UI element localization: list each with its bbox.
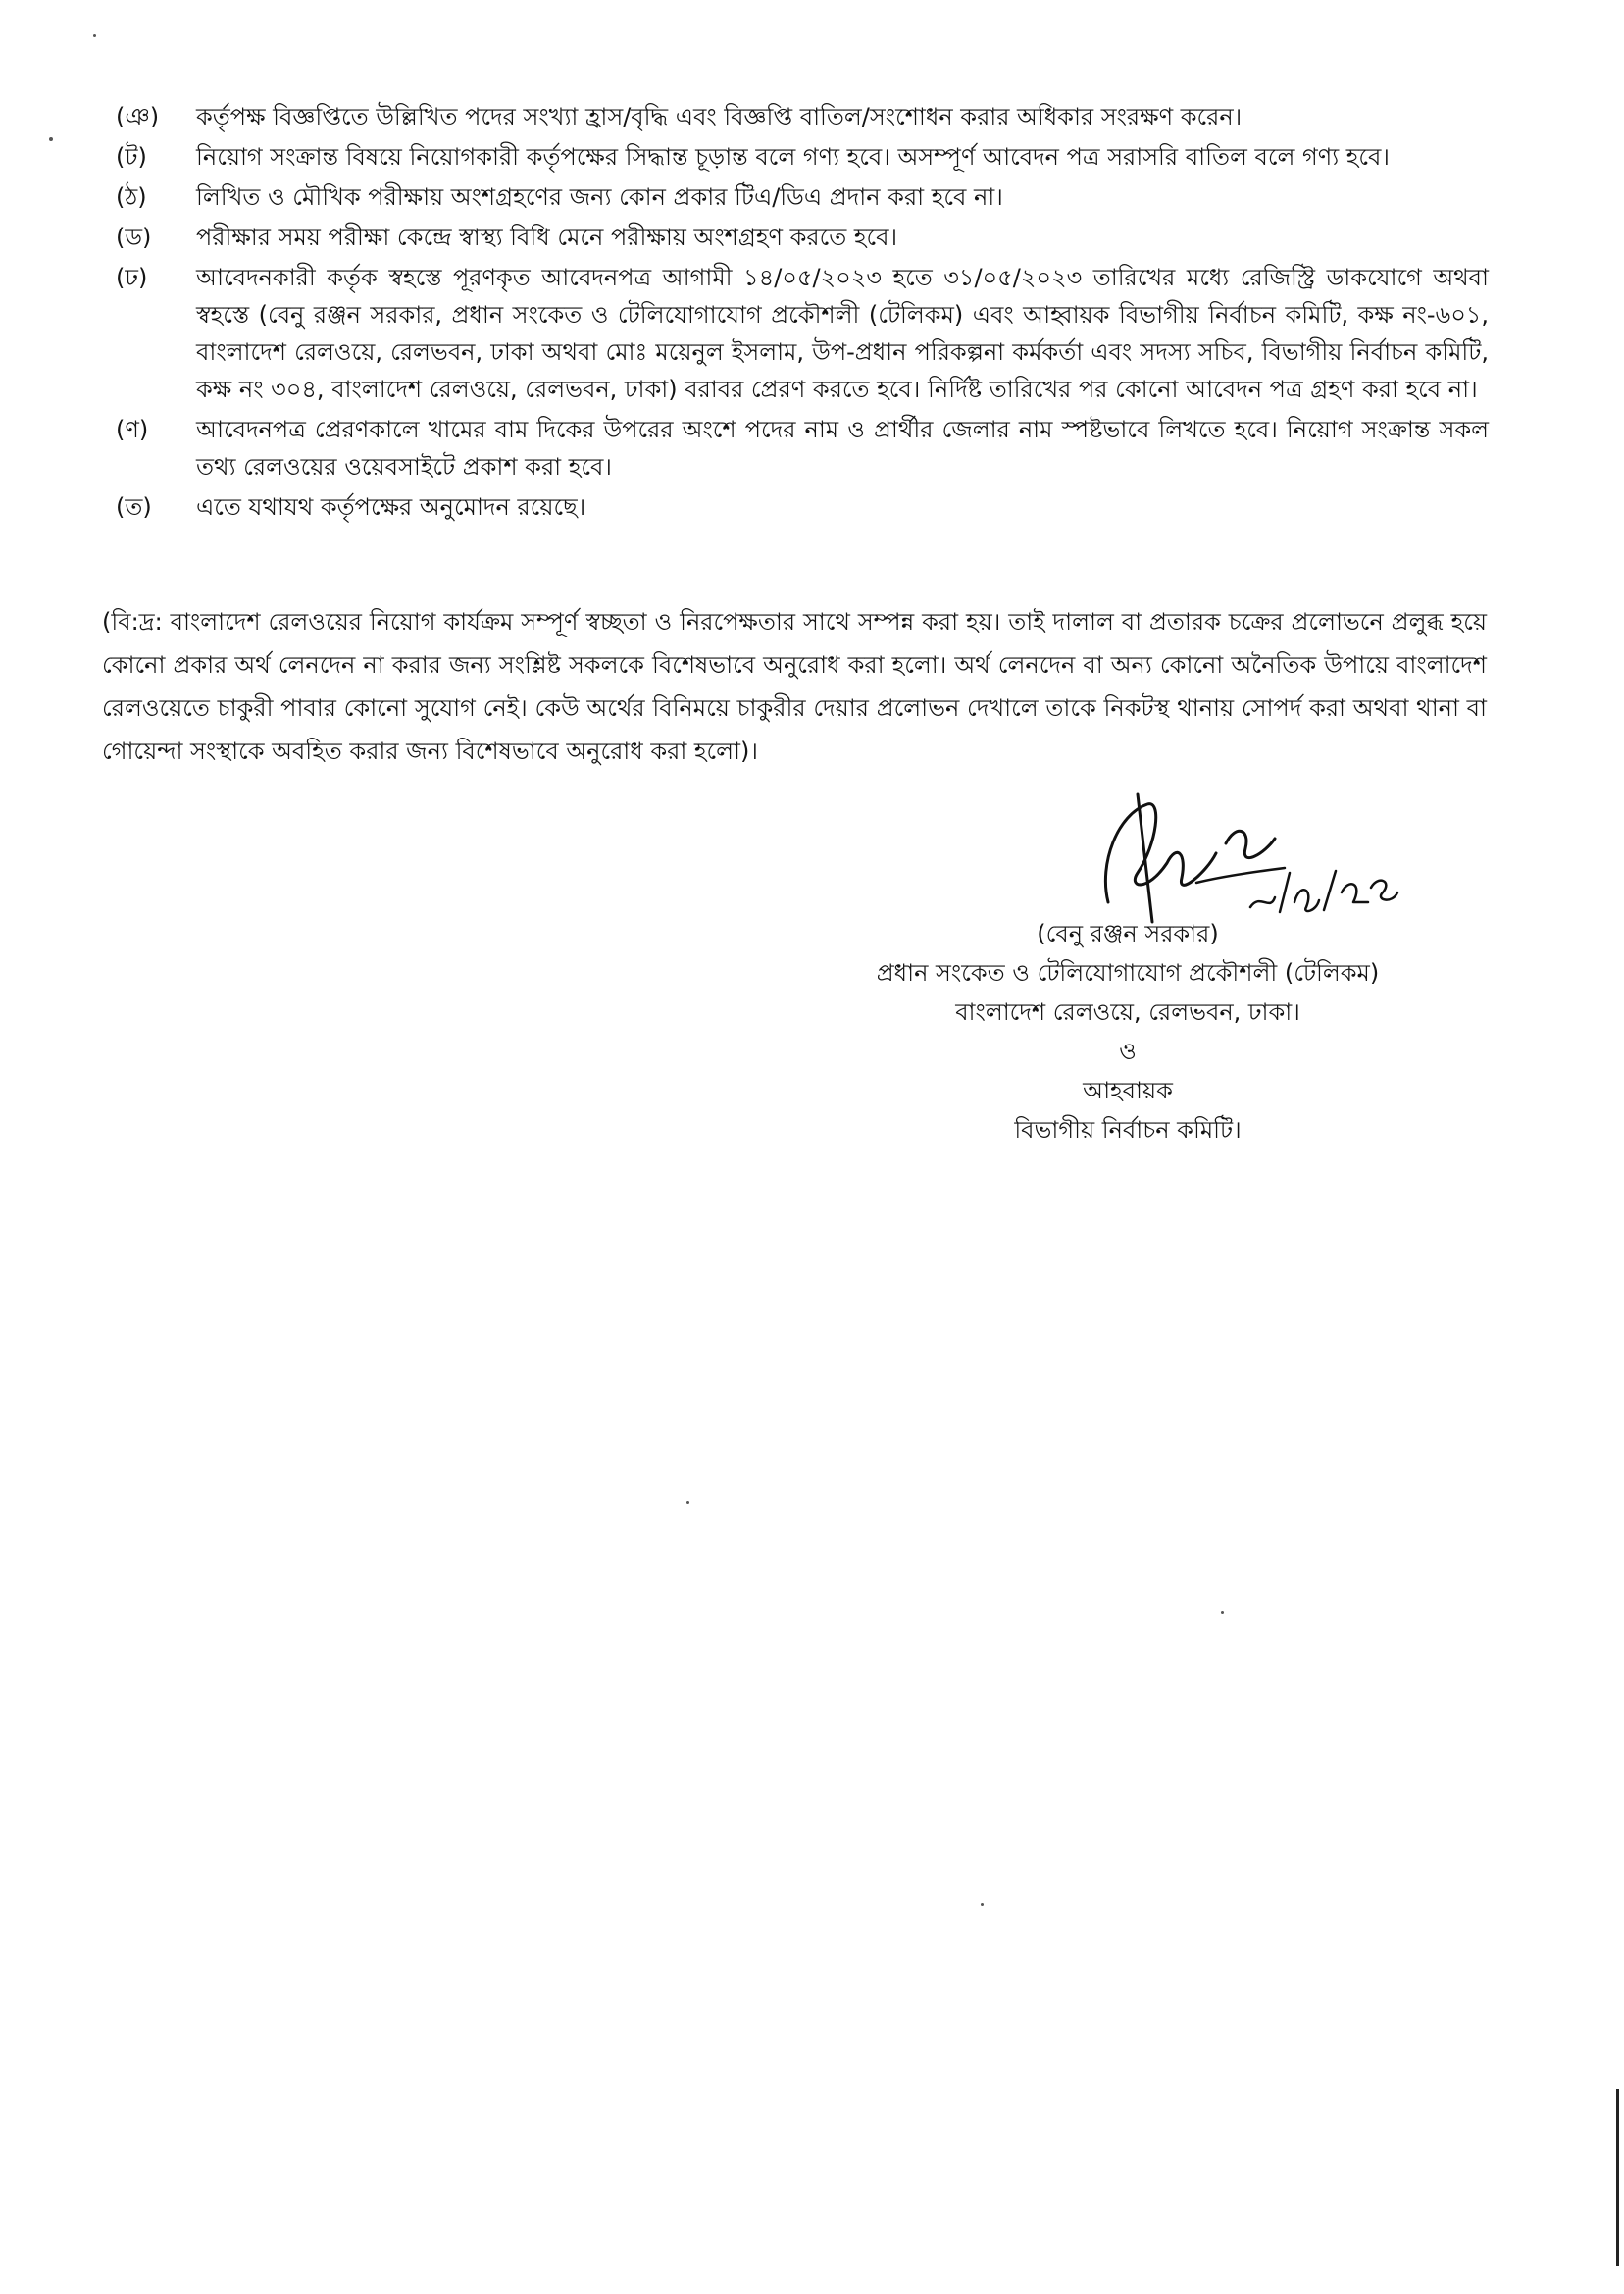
clause-item [116,411,1489,485]
clause-marker: (ণ) [116,416,149,443]
scan-edge-line [1616,2089,1619,2266]
scan-speck [981,1903,984,1906]
clause-marker: (ঢ) [116,264,148,291]
clause-marker: (ঞ) [116,103,160,130]
signatory-committee: বিভাগীয় নির্বাচন কমিটি। [1014,1116,1242,1144]
clause-item [116,219,1489,256]
clause-text: পরীক্ষার সময় পরীক্ষা কেন্দ্রে স্বাস্থ্য বিধি মেনে পরীক্ষায় অংশগ্রহণ করতে হবে। [196,224,898,251]
clause-list [116,98,1489,526]
clause-marker: (ড) [116,224,152,251]
scan-speck [93,34,96,37]
clause-marker: (ত) [116,493,152,521]
signatory-name: (বেনু রঞ্জন সরকার) [1037,920,1219,947]
clause-item [116,488,1489,526]
handwritten-date [1245,853,1402,922]
clause-item [116,259,1489,408]
clause-text: কর্তৃপক্ষ বিজ্ঞপ্তিতে উল্লিখিত পদের সংখ্যা হ্রাস/বৃদ্ধি এবং বিজ্ঞপ্তি বাতিল/সংশোধন করার অধিকার সংরক্ষণ করেন। [196,103,1243,130]
scan-speck [686,1501,689,1504]
clause-text: আবেদনপত্র প্রেরণকালে খামের বাম দিকের উপরের অংশে পদের নাম ও প্রার্থীর জেলার নাম স্পষ্টভাবে লিখতে হবে। নিয়োগ সংক্রান্ত সকল তথ্য রেলওয়ের ওয়েবসাইটে প্রকাশ করা হবে। [196,416,1489,481]
clause-item [116,98,1489,135]
clause-marker: (ট) [116,143,147,171]
signatory-office: বাংলাদেশ রেলওয়ে, রেলভবন, ঢাকা। [955,998,1300,1026]
clause-marker: (ঠ) [116,183,147,211]
signatory-role: আহবায়ক [1083,1077,1173,1104]
signatory-conjunction: ও [1119,1038,1137,1065]
clause-item [116,178,1489,216]
signatory-designation: প্রধান সংকেত ও টেলিযোগাযোগ প্রকৌশলী (টেলিকম) [876,959,1380,987]
clause-text: নিয়োগ সংক্রান্ত বিষয়ে নিয়োগকারী কর্তৃপক্ষের সিদ্ধান্ত চূড়ান্ত বলে গণ্য হবে। অসম্পূর্ণ আবেদন পত্র সরাসরি বাতিল বলে গণ্য হবে। [196,143,1390,171]
scan-speck [1221,1611,1224,1614]
clause-text: আবেদনকারী কর্তৃক স্বহস্তে পূরণকৃত আবেদনপত্র আগামী ১৪/০৫/২০২৩ হতে ৩১/০৫/২০২৩ তারিখের মধ্যে রেজিস্ট্রি ডাকযোগে অথবা স্বহস্তে (বেনু রঞ্জন সরকার, প্রধান সংকেত ও টেলিযোগাযোগ প্রকৌশলী (টেলিকম) এবং আহ্বায়ক বিভাগীয় নির্বাচন কমিটি, কক্ষ নং-৬০১, বাংলাদেশ রেলওয়ে, রেলভবন, ঢাকা অথবা মোঃ ময়েনুল ইসলাম, উপ-প্রধান পরিকল্পনা কর্মকর্তা এবং সদস্য সচিব, বিভাগীয় নির্বাচন কমিটি, কক্ষ নং ৩০৪, বাংলাদেশ রেলওয়ে, রেলভবন, ঢাকা) বরাবর প্রেরণ করতে হবে। নির্দিষ্ট তারিখের পর কোনো আবেদন পত্র গ্রহণ করা হবে না। [196,264,1489,403]
warning-notice: (বি:দ্র: বাংলাদেশ রেলওয়ের নিয়োগ কার্যক্রম সম্পূর্ণ স্বচ্ছতা ও নিরপেক্ষতার সাথে সম্পন্ন করা হয়। তাই দালাল বা প্রতারক চক্রের প্রলোভনে প্রলুব্ধ হয়ে কোনো প্রকার অর্থ লেনদেন না করার জন্য সংশ্লিষ্ট সকলকে বিশেষভাবে অনুরোধ করা হলো। অর্থ লেনদেন বা অন্য কোনো অনৈতিক উপায়ে বাংলাদেশ রেলওয়েতে চাকুরী পাবার কোনো সুযোগ নেই। কেউ অর্থের বিনিময়ে চাকুরীর দেয়ার প্রলোভন দেখালে তাকে নিকটস্থ থানায় সোপর্দ করা অথবা থানা বা গোয়েন্দা সংস্থাকে অবহিত করার জন্য বিশেষভাবে অনুরোধ করা হলো)। [102,608,1487,765]
scan-speck [49,137,53,141]
clause-text: এতে যথাযথ কর্তৃপক্ষের অনুমোদন রয়েছে। [196,493,586,521]
clause-item [116,138,1489,176]
clause-text: লিখিত ও মৌখিক পরীক্ষায় অংশগ্রহণের জন্য কোন প্রকার টিএ/ডিএ প্রদান করা হবে না। [196,183,1003,211]
